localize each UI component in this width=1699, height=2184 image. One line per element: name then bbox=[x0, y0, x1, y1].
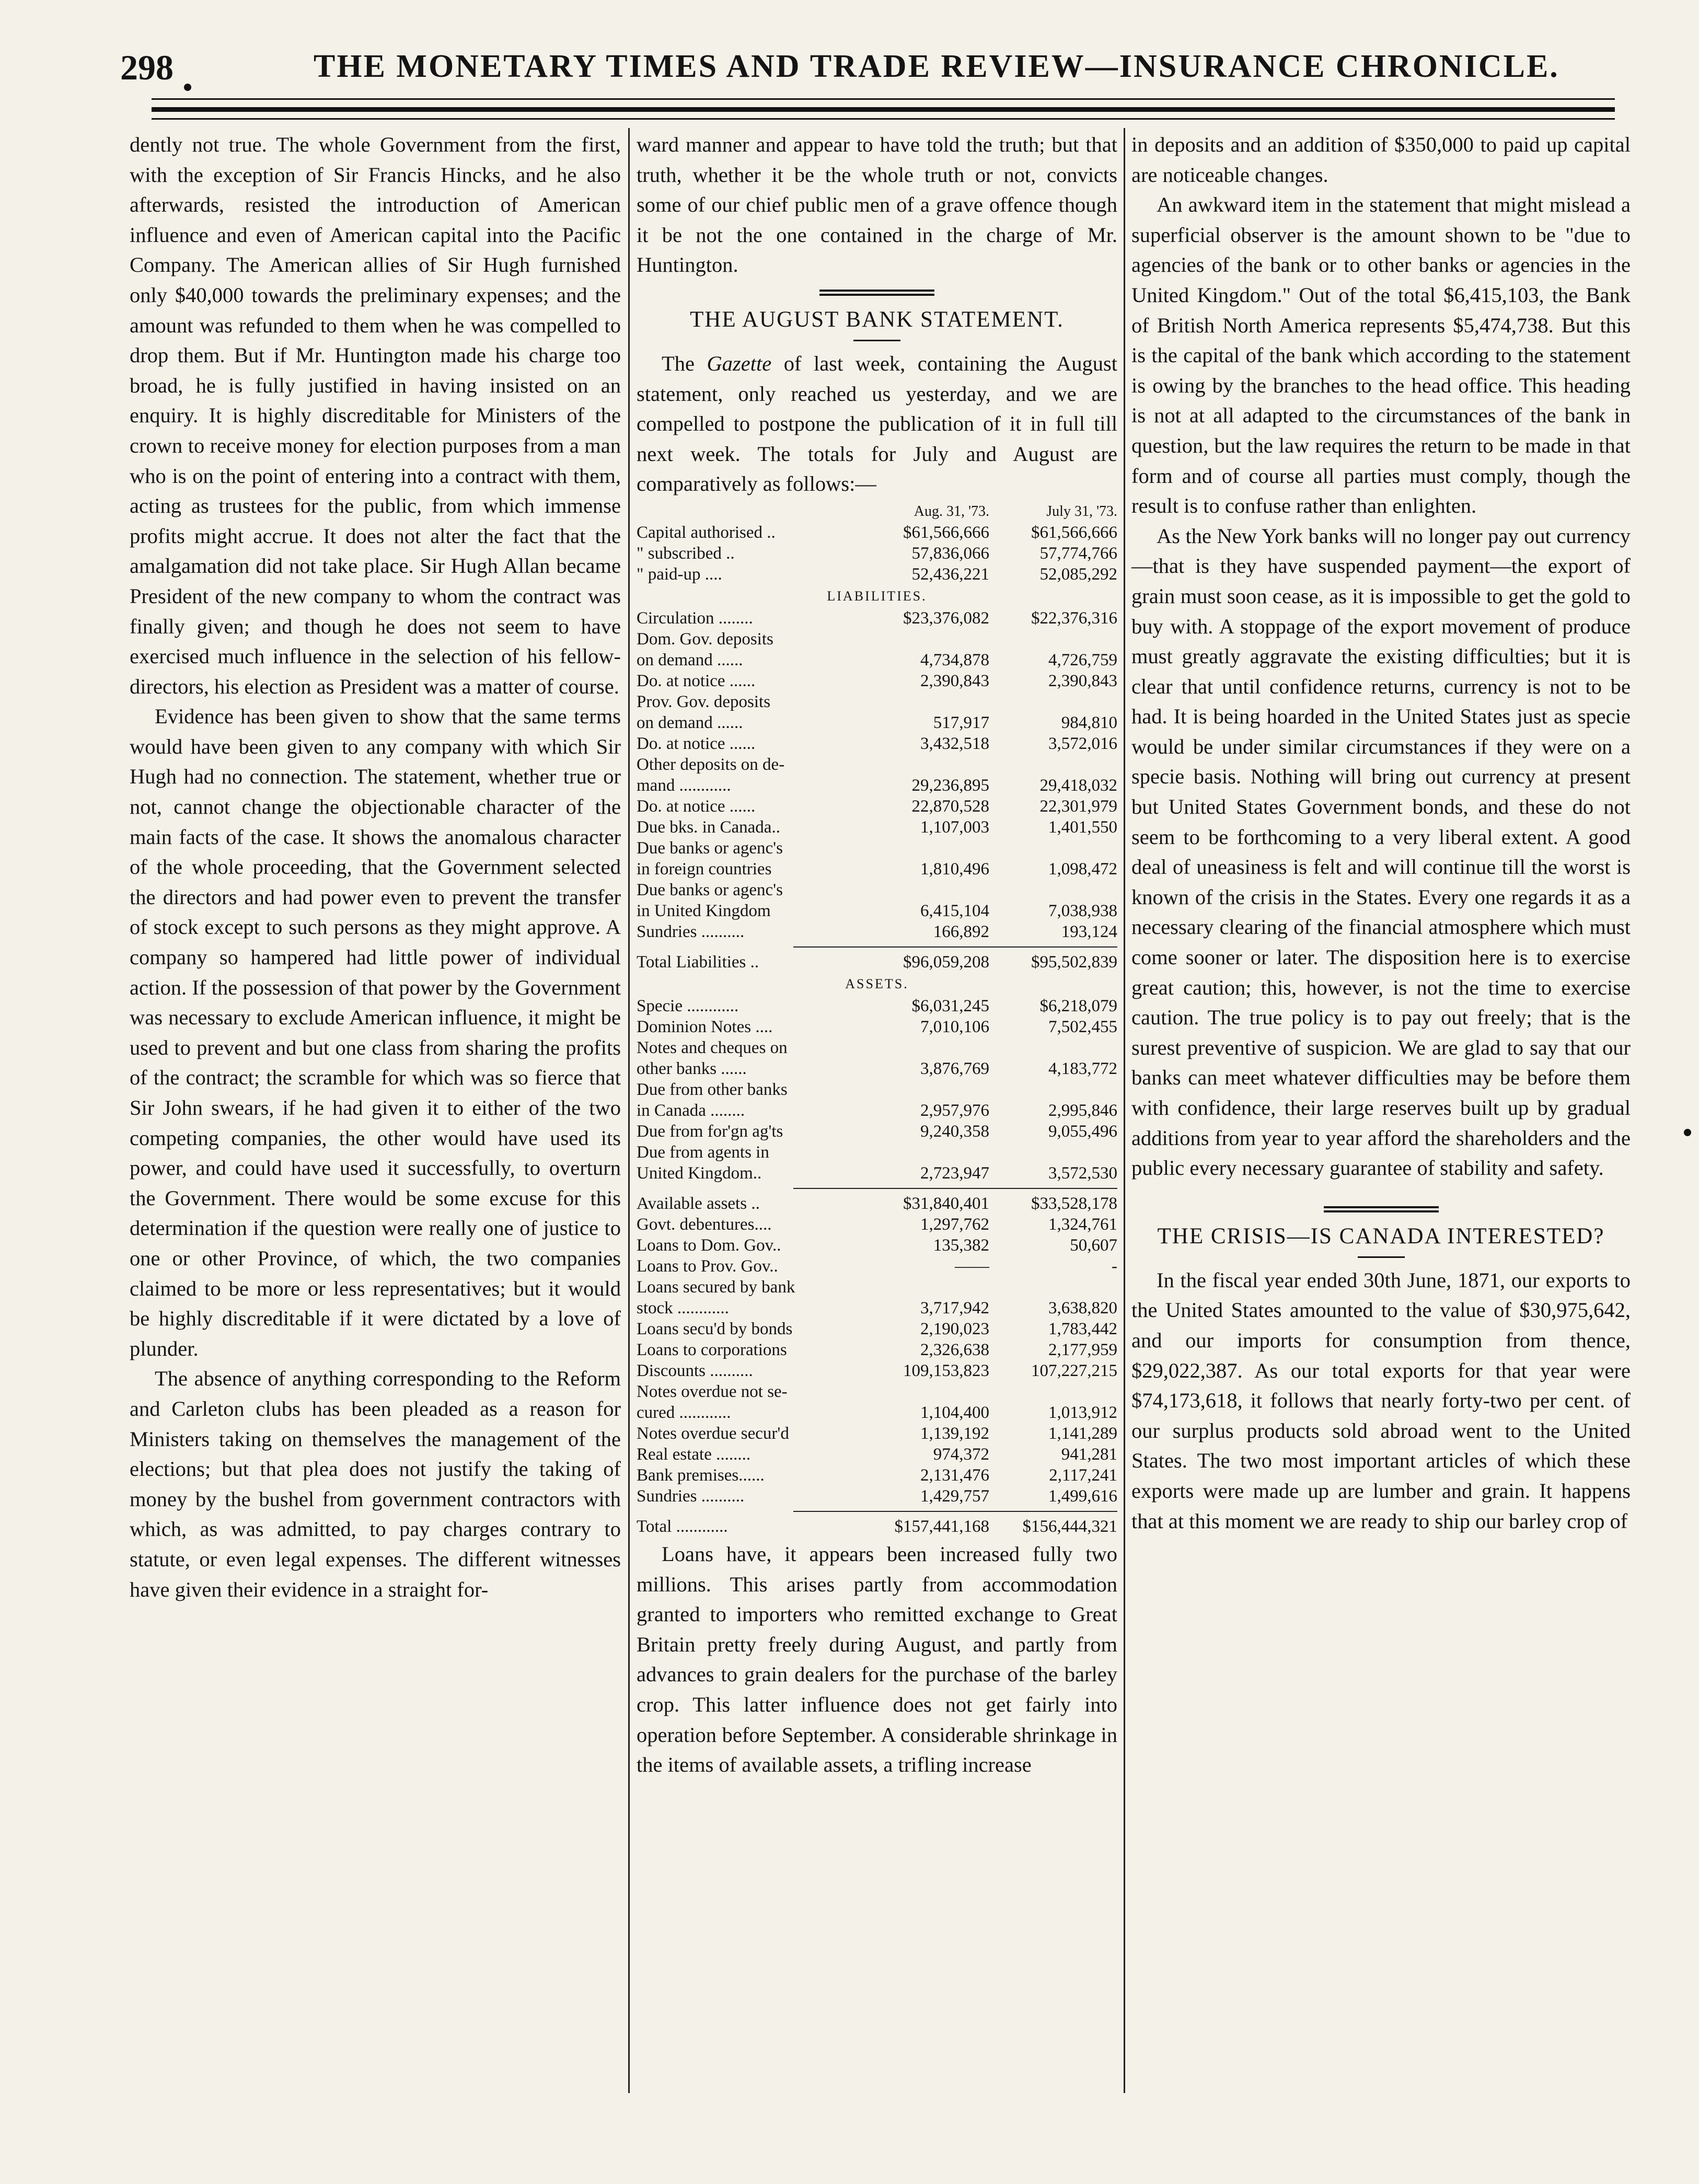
asset-row bbox=[637, 1486, 1117, 1507]
value-august: 1,107,003 bbox=[920, 817, 989, 837]
asset-row bbox=[637, 1402, 1117, 1423]
liabilities-rows bbox=[637, 608, 1117, 942]
row-label: Prov. Gov. deposits bbox=[637, 692, 771, 711]
value-july: 1,013,912 bbox=[1048, 1403, 1117, 1422]
value-august: 3,432,518 bbox=[920, 734, 989, 753]
row-label: Do. at notice ...... bbox=[637, 671, 756, 690]
value-july: 4,183,772 bbox=[1048, 1059, 1117, 1078]
assets-heading: ASSETS. bbox=[845, 976, 909, 991]
row-label: Specie ............ bbox=[637, 996, 739, 1015]
column-divider-1 bbox=[628, 128, 630, 2093]
value-july: 1,324,761 bbox=[1048, 1215, 1117, 1234]
paragraph: in deposits and an addition of $350,000 to paid up capital are noticeable changes. bbox=[1131, 133, 1631, 187]
row-label: stock ............ bbox=[637, 1298, 729, 1318]
bank-statement-table bbox=[637, 501, 1117, 1537]
paragraph bbox=[637, 349, 1117, 499]
value-july: $22,376,316 bbox=[1031, 608, 1117, 628]
row-label: Loans secured by bank bbox=[637, 1277, 795, 1297]
value-july: 50,607 bbox=[1070, 1235, 1117, 1255]
liability-row bbox=[637, 712, 1117, 733]
capital-row bbox=[637, 543, 1117, 564]
value-july: $156,444,321 bbox=[1022, 1517, 1117, 1536]
row-label: Circulation ........ bbox=[637, 608, 753, 628]
row-label: mand ............ bbox=[637, 776, 731, 795]
liability-row bbox=[637, 838, 1117, 859]
value-august: 7,010,106 bbox=[920, 1017, 989, 1036]
value-july: 3,572,016 bbox=[1048, 734, 1117, 753]
value-august: 29,236,895 bbox=[911, 776, 989, 795]
liability-row bbox=[637, 733, 1117, 754]
column-header-july: July 31, '73. bbox=[1046, 503, 1117, 519]
row-label: " subscribed .. bbox=[637, 544, 735, 563]
row-label: Loans to Dom. Gov.. bbox=[637, 1235, 781, 1255]
row-label: Total Liabilities .. bbox=[637, 952, 759, 972]
row-label: United Kingdom.. bbox=[637, 1163, 762, 1183]
value-august: 3,717,942 bbox=[920, 1298, 989, 1318]
value-july: 193,124 bbox=[1061, 922, 1117, 941]
row-label: Available assets .. bbox=[637, 1194, 760, 1213]
asset-row bbox=[637, 1142, 1117, 1163]
liability-row bbox=[637, 900, 1117, 921]
asset-row bbox=[637, 1214, 1117, 1235]
paragraph: Evidence has been given to show that the same terms would have been given to any company with which Sir Hugh had no connection. The statement, whether true or not, cannot change the objectionable character of the main facts of the case. It shows the anomalous character of the whole proceeding, that the Government selected the directors and had power even to prevent the transfer of stock except to such persons as they might approve. A company so hampered had little power of individual action. If the possession of that power by the Government was necessary to exclude American influence, it might be used to prevent and but one class from sharing the profits of the contract; the scramble for which was so fierce that Sir John swears, if he had given it to either of the two competing companies, the other would have used its power, and could have used it successfully, to overturn the Government. There would be some excuse for this determination if the question were really one of justice to one or other Province, of which, the two companies claimed to be more or less representatives; but it would be highly discreditable if it were dictated by a love of plunder. bbox=[130, 704, 621, 1360]
capital-rows bbox=[637, 522, 1117, 585]
value-august: 974,372 bbox=[933, 1445, 989, 1464]
row-label: Sundries .......... bbox=[637, 1486, 745, 1506]
value-august: 2,957,976 bbox=[920, 1101, 989, 1120]
value-august: 52,436,221 bbox=[911, 564, 989, 584]
liability-row bbox=[637, 817, 1117, 838]
value-august: $157,441,168 bbox=[894, 1517, 989, 1536]
value-july: 1,098,472 bbox=[1048, 859, 1117, 879]
asset-row bbox=[637, 1381, 1117, 1402]
value-july: 984,810 bbox=[1061, 713, 1117, 732]
liability-row bbox=[637, 754, 1117, 775]
row-label: Sundries .......... bbox=[637, 922, 745, 941]
grand-total-row bbox=[637, 1516, 1117, 1537]
value-july: 3,572,530 bbox=[1048, 1163, 1117, 1183]
running-title: THE MONETARY TIMES AND TRADE REVIEW—INSURANCE CHRONICLE. bbox=[314, 49, 1559, 84]
value-july: 22,301,979 bbox=[1039, 796, 1117, 816]
row-label: on demand ...... bbox=[637, 650, 743, 669]
heading-rule bbox=[1358, 1256, 1405, 1258]
liabilities-heading: LIABILITIES. bbox=[827, 588, 927, 604]
value-july: 2,995,846 bbox=[1048, 1101, 1117, 1120]
value-july: $61,566,666 bbox=[1031, 523, 1117, 542]
value-august: 109,153,823 bbox=[903, 1361, 989, 1380]
assets-rows bbox=[637, 996, 1117, 1184]
column-divider-2 bbox=[1124, 128, 1125, 2093]
paragraph: dently not true. The whole Government from the first, with the exception of Sir Francis Hincks, and he also afterwards, resisted the introduction of American influence and even of American capital into the Pacific Company. The American allies of Sir Hugh furnished only $40,000 towards the preliminary expenses; and the amount was refunded to them when he was compelled to drop them. But if Mr. Huntington made his charge too broad, he is fully justified in having insisted on an enquiry. It is highly discreditable for Ministers of the crown to receive money for election purposes from a man who is on the point of entering into a contract with them, acting as trustees for the public, from which immense profits might accrue. It does not alter the fact that the amalgamation did not take place. Sir Hugh Allan became President of the new company to whom the contract was finally given; and though he does not seem to have exercised much influence in the selection of his fellow-directors, his election as President was a matter of course. bbox=[130, 133, 621, 698]
asset-row bbox=[637, 1016, 1117, 1037]
liability-row bbox=[637, 921, 1117, 942]
value-august: $96,059,208 bbox=[903, 952, 989, 972]
row-label: other banks ...... bbox=[637, 1059, 747, 1078]
available-assets bbox=[637, 1193, 1117, 1214]
paragraph: In the fiscal year ended 30th June, 1871, our exports to the United States amounted to the value of $30,975,642, and our imports for consumption from thence, $29,022,387. As our total exports for that year were $74,173,618, it follows that nearly forty-two per cent. of our surplus products sold abroad went to the United States. The two most important articles of which these exports were made up are lumber and grain. It happens that at this moment we are ready to ship our barley crop of bbox=[1131, 1268, 1631, 1533]
gazette-title: Gazette bbox=[707, 351, 772, 375]
paragraph: An awkward item in the statement that might mislead a superficial observer is the amount shown to be "due to agencies of the bank or to other banks or agencies in the United Kingdom." Out of the total $6,415,103, the Bank of British North America represents $5,474,738. But this is the capital of the bank which according to the statement is owing by the branches to the head office. This heading is not at all adapted to the circumstances of the bank in question, but the law requires the return to be made in that form and of course all parties must comply, though the result is to confuse rather than enlighten. bbox=[1131, 193, 1631, 518]
asset-row bbox=[637, 1298, 1117, 1319]
row-label: Capital authorised .. bbox=[637, 523, 776, 542]
value-august: 1,297,762 bbox=[920, 1215, 989, 1234]
total-rule bbox=[793, 1511, 1117, 1512]
row-label: on demand ...... bbox=[637, 713, 743, 732]
asset-row bbox=[637, 1360, 1117, 1381]
margin-dot bbox=[1684, 1129, 1691, 1136]
value-august: $31,840,401 bbox=[903, 1194, 989, 1213]
asset-row bbox=[637, 1277, 1117, 1298]
liability-row bbox=[637, 671, 1117, 691]
asset-row bbox=[637, 1058, 1117, 1079]
value-july: 3,638,820 bbox=[1048, 1298, 1117, 1318]
asset-row bbox=[637, 1339, 1117, 1360]
article-heading-crisis: THE CRISIS—IS CANADA INTERESTED? bbox=[1157, 1223, 1605, 1249]
row-label: Loans to corporations bbox=[637, 1340, 787, 1359]
value-august: 1,139,192 bbox=[920, 1424, 989, 1443]
row-label: Do. at notice ...... bbox=[637, 796, 756, 816]
text: The bbox=[662, 351, 707, 375]
column-header-august: Aug. 31, '73. bbox=[914, 503, 989, 519]
value-july: 29,418,032 bbox=[1039, 776, 1117, 795]
asset-row bbox=[637, 1423, 1117, 1444]
asset-row bbox=[637, 1319, 1117, 1339]
column-1 bbox=[130, 130, 621, 1604]
row-label: in United Kingdom bbox=[637, 901, 771, 920]
value-july: 4,726,759 bbox=[1048, 650, 1117, 669]
value-august: 22,870,528 bbox=[911, 796, 989, 816]
liability-row bbox=[637, 880, 1117, 900]
value-august: 2,723,947 bbox=[920, 1163, 989, 1183]
header-rule-thin bbox=[152, 98, 1615, 100]
liability-row bbox=[637, 650, 1117, 671]
asset-row bbox=[637, 1235, 1117, 1256]
header-rule-thick bbox=[152, 107, 1615, 112]
column-3 bbox=[1131, 130, 1631, 1536]
print-dot bbox=[184, 84, 191, 91]
value-july: 57,774,766 bbox=[1039, 544, 1117, 563]
value-august: 3,876,769 bbox=[920, 1059, 989, 1078]
liability-row bbox=[637, 775, 1117, 796]
value-july: 7,502,455 bbox=[1048, 1017, 1117, 1036]
liability-row bbox=[637, 629, 1117, 650]
total-liabilities bbox=[637, 952, 1117, 973]
value-august: 2,326,638 bbox=[920, 1340, 989, 1359]
value-august: 1,810,496 bbox=[920, 859, 989, 879]
statement-header-row bbox=[637, 501, 1117, 522]
value-july: 7,038,938 bbox=[1048, 901, 1117, 920]
value-august: 166,892 bbox=[933, 922, 989, 941]
row-label: Due from for'gn ag'ts bbox=[637, 1122, 783, 1141]
value-july: $6,218,079 bbox=[1039, 996, 1117, 1015]
liability-row bbox=[637, 691, 1117, 712]
row-label: Due from agents in bbox=[637, 1142, 769, 1162]
row-label: Bank premises...... bbox=[637, 1465, 765, 1485]
value-august: 9,240,358 bbox=[920, 1122, 989, 1141]
row-label: Due banks or agenc's bbox=[637, 880, 783, 899]
section-divider bbox=[1324, 1206, 1439, 1212]
row-label: Due bks. in Canada.. bbox=[637, 817, 780, 837]
liability-row bbox=[637, 859, 1117, 880]
value-august: 6,415,104 bbox=[920, 901, 989, 920]
capital-row bbox=[637, 564, 1117, 585]
total-rule bbox=[793, 1188, 1117, 1189]
asset-row bbox=[637, 1444, 1117, 1465]
value-august: 2,131,476 bbox=[920, 1465, 989, 1485]
value-july: 1,141,289 bbox=[1048, 1424, 1117, 1443]
row-label: Discounts .......... bbox=[637, 1361, 753, 1380]
value-august: 57,836,066 bbox=[911, 544, 989, 563]
available-assets-row bbox=[637, 1193, 1117, 1214]
other-assets-rows bbox=[637, 1214, 1117, 1507]
asset-row bbox=[637, 1163, 1117, 1184]
value-august: 517,917 bbox=[933, 713, 989, 732]
row-label: Dom. Gov. deposits bbox=[637, 629, 773, 649]
row-label: in Canada ........ bbox=[637, 1101, 745, 1120]
value-july: 1,499,616 bbox=[1048, 1486, 1117, 1506]
row-label: Loans to Prov. Gov.. bbox=[637, 1256, 778, 1276]
value-july: 1,783,442 bbox=[1048, 1319, 1117, 1338]
row-label: Real estate ........ bbox=[637, 1445, 751, 1464]
value-july: $33,528,178 bbox=[1031, 1194, 1117, 1213]
value-july: 941,281 bbox=[1061, 1445, 1117, 1464]
value-august: 2,390,843 bbox=[920, 671, 989, 690]
row-label: cured ............ bbox=[637, 1403, 731, 1422]
value-july: - bbox=[1112, 1256, 1117, 1276]
total-rule bbox=[793, 946, 1117, 947]
row-label: Due banks or agenc's bbox=[637, 838, 783, 858]
value-august: 1,429,757 bbox=[920, 1486, 989, 1506]
liability-row bbox=[637, 608, 1117, 629]
asset-row bbox=[637, 1256, 1117, 1277]
liability-row bbox=[637, 796, 1117, 817]
row-label: Loans secu'd by bonds bbox=[637, 1319, 793, 1338]
row-label: in foreign countries bbox=[637, 859, 772, 879]
paragraph: Loans have, it appears been increased fully two millions. This arises partly from accommodation granted to importers who remitted exchange to Great Britain pretty freely during August, and partly from advances to grain dealers for the purchase of the barley crop. This latter influence does not get fairly into operation before September. A considerable shrinkage in the items of available assets, a trifling increase bbox=[637, 1542, 1117, 1777]
row-label: Notes and cheques on bbox=[637, 1038, 788, 1057]
value-july: 1,401,550 bbox=[1048, 817, 1117, 837]
row-label: Govt. debentures.... bbox=[637, 1215, 772, 1234]
row-label: Notes overdue secur'd bbox=[637, 1424, 789, 1443]
asset-row bbox=[637, 996, 1117, 1016]
capital-row bbox=[637, 522, 1117, 543]
article-heading-bank-statement: THE AUGUST BANK STATEMENT. bbox=[690, 307, 1064, 332]
value-august: 4,734,878 bbox=[920, 650, 989, 669]
value-august: $23,376,082 bbox=[903, 608, 989, 628]
row-label: Due from other banks bbox=[637, 1080, 788, 1099]
value-august: —— bbox=[955, 1256, 989, 1276]
value-july: 2,390,843 bbox=[1048, 671, 1117, 690]
paragraph: ward manner and appear to have told the truth; but that truth, whether it be the whole truth or not, convicts some of our chief public men of a grave offence though it be not the one contained in the charge of Mr. Huntington. bbox=[637, 133, 1117, 277]
page-number: 298 bbox=[120, 48, 174, 87]
row-label: Notes overdue not se- bbox=[637, 1382, 788, 1401]
value-july: $95,502,839 bbox=[1031, 952, 1117, 972]
value-august: 1,104,400 bbox=[920, 1403, 989, 1422]
value-august: $61,566,666 bbox=[903, 523, 989, 542]
asset-row bbox=[637, 1465, 1117, 1486]
value-july: 2,117,241 bbox=[1049, 1465, 1117, 1485]
row-label: Dominion Notes .... bbox=[637, 1017, 773, 1036]
asset-row bbox=[637, 1079, 1117, 1100]
value-july: 107,227,215 bbox=[1031, 1361, 1117, 1380]
value-july: 9,055,496 bbox=[1048, 1122, 1117, 1141]
value-august: 2,190,023 bbox=[920, 1319, 989, 1338]
value-august: $6,031,245 bbox=[911, 996, 989, 1015]
row-label: Other deposits on de- bbox=[637, 755, 785, 774]
asset-row bbox=[637, 1121, 1117, 1142]
asset-row bbox=[637, 1100, 1117, 1121]
asset-row bbox=[637, 1037, 1117, 1058]
value-july: 52,085,292 bbox=[1039, 564, 1117, 584]
section-divider bbox=[819, 290, 934, 296]
paragraph: As the New York banks will no longer pay out currency—that is they have suspended payment—the export of grain must soon cease, as it is impossible to get the gold to buy with. A stoppage of the export movement of produce must greatly aggravate the existing difficulties; but it is clear that until confidence returns, currency is not to be had. It is being hoarded in the United States just as specie would be under similar circumstances if they were on a specie basis. Nothing will bring out currency at present but United States Government bonds, and these do not seem to be forthcoming to a very liberal extent. A good deal of uneasiness is felt and will continue till the worst is known of the crisis in the States. Every one regards it as a necessary clearing of the financial atmosphere which must come sooner or later. The disposition here is to exercise great caution; this, however, is not the time to exercise caution. The true policy is to pay out freely; that is the surest preventive of suspicion. We are glad to say that our banks can meet whatever difficulties may be before them with confidence, their large reserves built up by gradual additions from year to year afford the shareholders and the public every necessary guarantee of stability and safety. bbox=[1131, 524, 1631, 1180]
grand-total bbox=[637, 1516, 1117, 1537]
value-august: 135,382 bbox=[933, 1235, 989, 1255]
paragraph: The absence of anything corresponding to the Reform and Carleton clubs has been pleaded as a reason for Ministers taking on themselves the management of the elections; but that plea does not justify the taking of money by the bushel from government contractors with which, as was admitted, to pay charges contrary to statute, or even legal expenses. The different witnesses have given their evidence in a straight for- bbox=[130, 1367, 621, 1601]
row-label: Total ............ bbox=[637, 1517, 728, 1536]
value-july: 2,177,959 bbox=[1048, 1340, 1117, 1359]
heading-rule bbox=[853, 340, 900, 341]
total-liabilities-row bbox=[637, 952, 1117, 973]
column-2 bbox=[637, 130, 1117, 1780]
header-rule-thin-2 bbox=[152, 118, 1615, 120]
row-label: " paid-up .... bbox=[637, 564, 722, 584]
row-label: Do. at notice ...... bbox=[637, 734, 756, 753]
text: of last week, containing the August statement, only reached us yesterday, and we are compelled to postpone the publication of it in full till next week. The totals for July and August are comparatively as follows:— bbox=[637, 351, 1118, 496]
